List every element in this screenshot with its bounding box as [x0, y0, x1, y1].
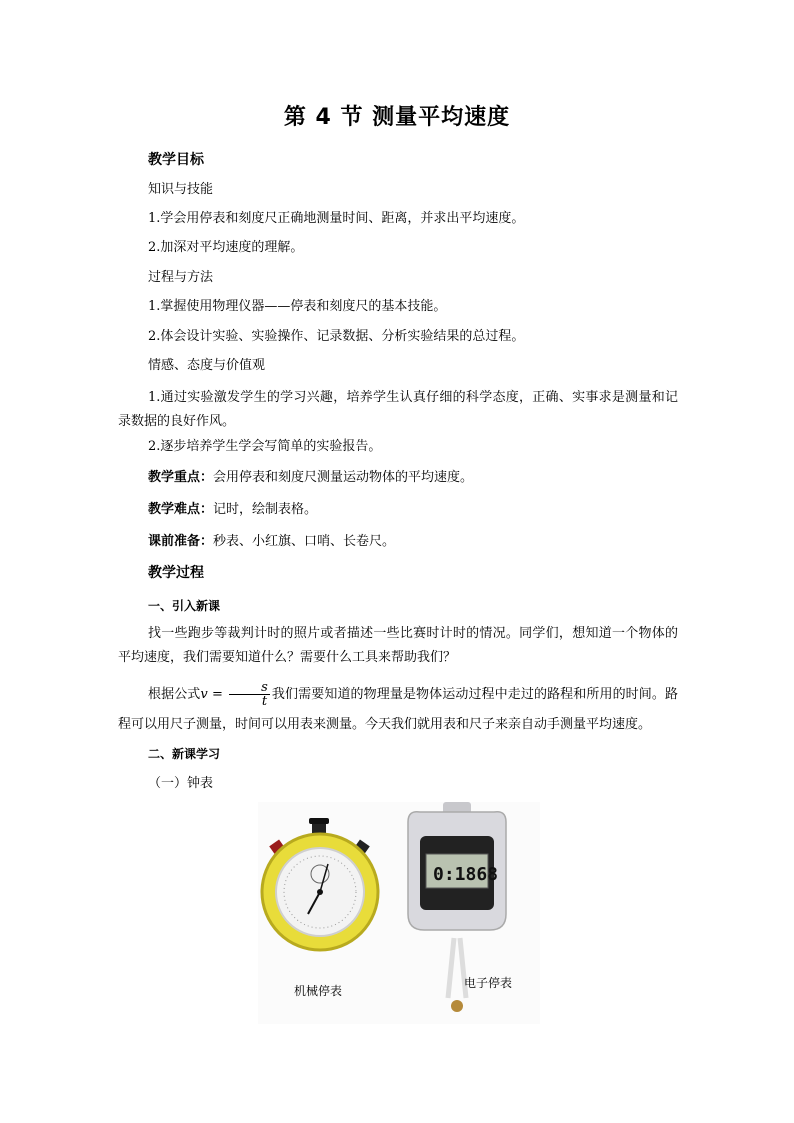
electronic-stopwatch-label: 电子停表: [464, 976, 513, 990]
mechanical-stopwatch-icon: [262, 818, 378, 950]
formula-paragraph: [118, 680, 678, 740]
key-point-label: 教学重点：: [148, 470, 214, 485]
emotion-item-2: 2.逐步培养学生学会写简单的实验报告。: [148, 439, 382, 454]
teaching-process-heading: 教学过程: [148, 565, 204, 581]
process-item-1: 1.掌握使用物理仪器——停表和刻度尺的基本技能。: [148, 299, 447, 314]
knowledge-item-2: 2.加深对平均速度的理解。: [148, 240, 304, 255]
formula-prefix: 根据公式: [148, 687, 201, 702]
preparation-text: 秒表、小红旗、口哨、长卷尺。: [213, 534, 396, 549]
formula-numerator: s: [229, 681, 270, 695]
stopwatch-figure: [258, 802, 540, 1024]
process-item-2: 2.体会设计实验、实验操作、记录数据、分析实验结果的总过程。: [148, 329, 525, 344]
page-title: 第 4 节 测量平均速度: [283, 105, 511, 130]
mechanical-stopwatch-label: 机械停表: [294, 984, 343, 998]
lcd-display-text: 0:1868: [433, 864, 499, 885]
formula-velocity: v: [200, 687, 208, 702]
knowledge-heading: 知识与技能: [148, 182, 214, 197]
formula-fraction: [229, 681, 270, 708]
emotion-heading: 情感、态度与价值观: [148, 358, 266, 373]
preparation: [148, 532, 395, 552]
clock-heading: （一）钟表: [148, 776, 214, 791]
preparation-label: 课前准备：: [148, 534, 214, 549]
knowledge-item-1: 1.学会用停表和刻度尺正确地测量时间、距离，并求出平均速度。: [148, 211, 525, 226]
key-point-text: 会用停表和刻度尺测量运动物体的平均速度。: [213, 470, 474, 485]
objectives-heading: 教学目标: [148, 152, 204, 168]
intro-heading: 一、引入新课: [148, 599, 221, 613]
formula-suffix: 我们需要知道的物理量是物体运动过程中走过的路程和所用的时间。路程可以用尺子测量，时间可以用表来测量。今天我们就用表和尺子来亲自动手测量平均速度。: [118, 687, 678, 732]
difficulty-point: [148, 500, 317, 520]
emotion-item-1: 1.通过实验激发学生的学习兴趣，培养学生认真仔细的科学态度，正确、实事求是测量和记录数据的良好作风。: [118, 390, 678, 429]
difficulty-label: 教学难点：: [148, 502, 214, 517]
key-point: [148, 468, 473, 488]
difficulty-text: 记时，绘制表格。: [213, 502, 318, 517]
formula-denominator: t: [261, 694, 268, 709]
process-heading: 过程与方法: [148, 270, 214, 285]
new-lesson-heading: 二、新课学习: [148, 747, 221, 761]
intro-paragraph: 找一些跑步等裁判计时的照片或者描述一些比赛时计时的情况。同学们，想知道一个物体的平均速度，我们需要知道什么？需要什么工具来帮助我们？: [118, 626, 678, 665]
formula-equals: =: [207, 687, 228, 702]
